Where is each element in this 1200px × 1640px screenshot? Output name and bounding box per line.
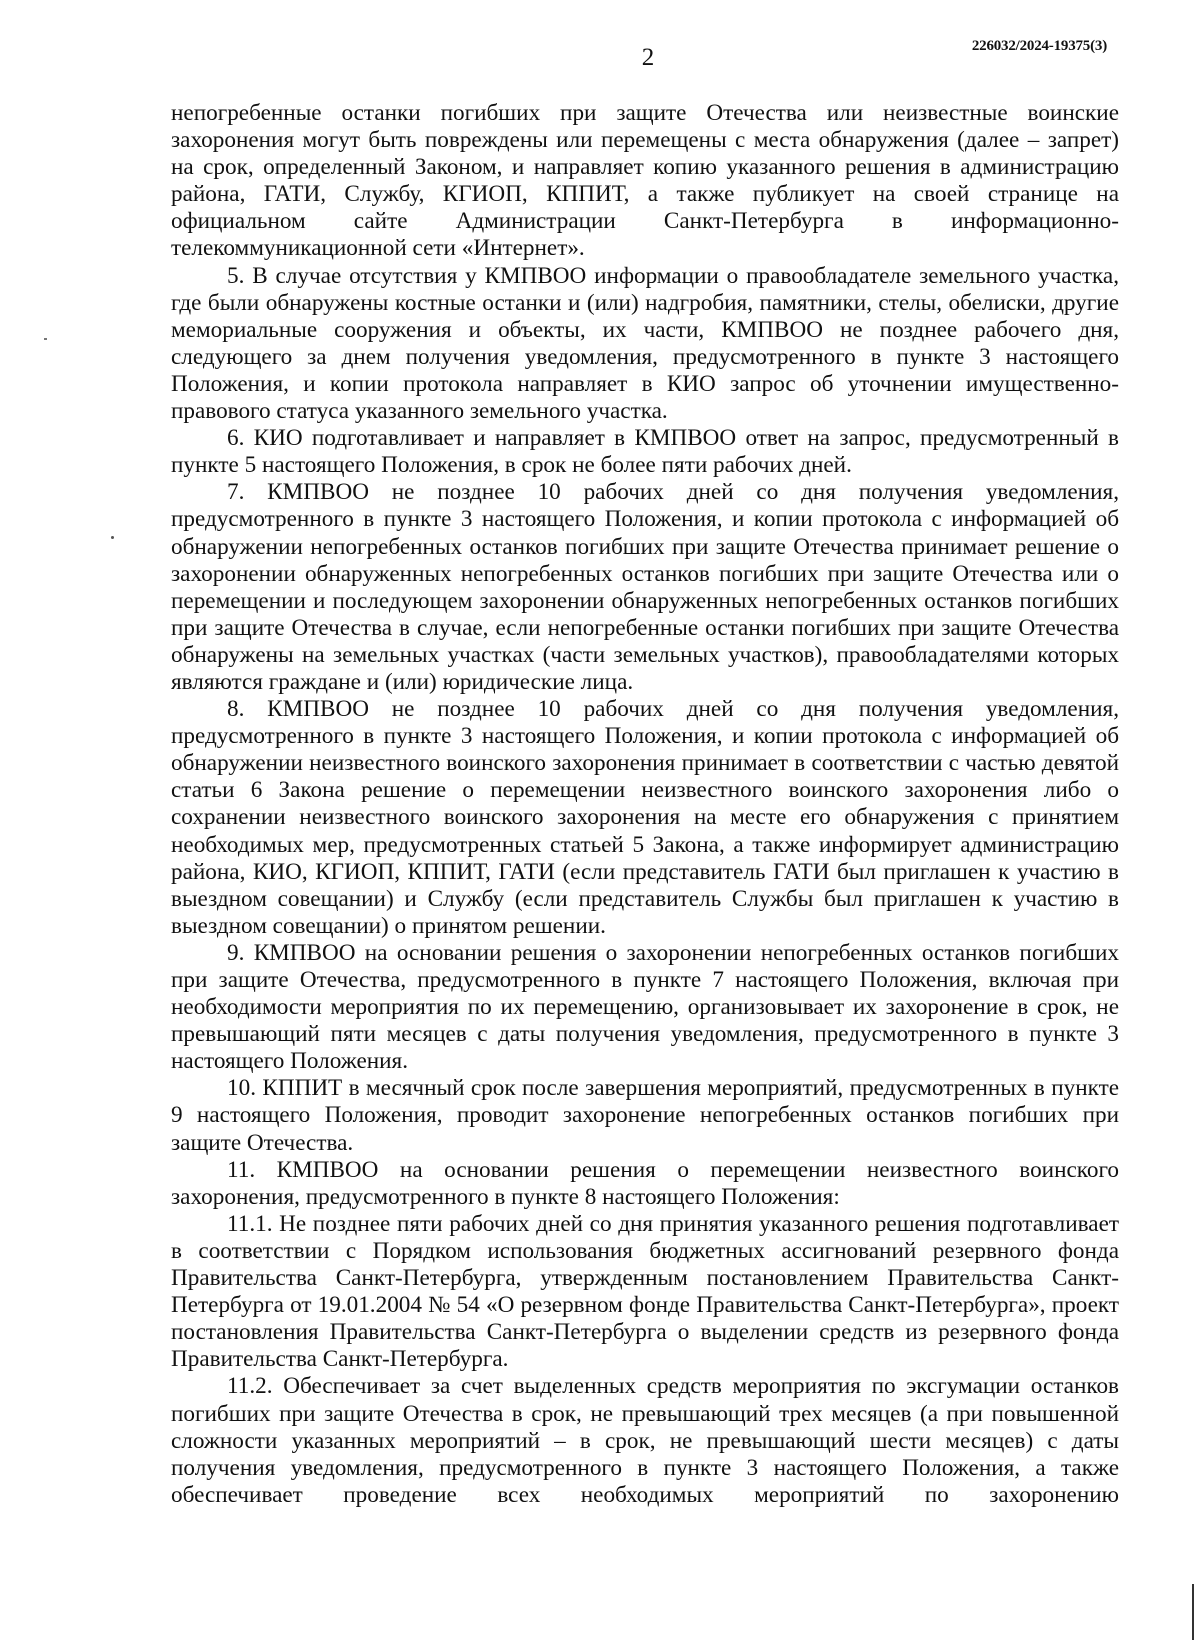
paragraph-10: 10. КППИТ в месячный срок после завершения мероприятий, предусмотренных в пункте 9 настоящего Положения, проводит захоронение непогребенных останков погибших при защите Отечества.	[171, 1075, 1119, 1156]
paragraph-7: 7. КМПВОО не позднее 10 рабочих дней со дня получения уведомления, предусмотренного в пункте 3 настоящего Положения, и копии протокола с информацией об обнаружении непогребенных останков погибших при защите Отечества принимает решение о захоронении обнаруженных непогребенных останков погибших при защите Отечества или о перемещении и последующем захоронении обнаруженных непогребенных останков погибших при защите Отечества в случае, если непогребенные останки погибших при защите Отечества обнаружены на земельных участках (части земельных участков), правообладателями которых являются граждане и (или) юридические лица.	[171, 479, 1119, 695]
scan-edge-line	[1192, 1584, 1194, 1640]
paragraph-6: 6. КИО подготавливает и направляет в КМПВОО ответ на запрос, предусмотренный в пункте 5 настоящего Положения, в срок не более пяти рабочих дней.	[171, 425, 1119, 479]
document-body	[171, 100, 1119, 1509]
paragraph-continuation: непогребенные останки погибших при защите Отечества или неизвестные воинские захоронения могут быть повреждены или перемещены с места обнаружения (далее – запрет) на срок, определенный Законом, и направляет копию указанного решения в администрацию района, ГАТИ, Службу, КГИОП, КППИТ, а также публикует на своей странице на официальном сайте Администрации Санкт-Петербурга в информационно-телекоммуникационной сети «Интернет».	[171, 100, 1119, 262]
paragraph-11-2: 11.2. Обеспечивает за счет выделенных средств мероприятия по эксгумации останков погибших при защите Отечества в срок, не превышающий трех месяцев (а при повышенной сложности указанных мероприятий – в срок, не превышающий шести месяцев) с даты получения уведомления, предусмотренного в пункте 3 настоящего Положения, а также обеспечивает проведение всех необходимых мероприятий по захоронению	[171, 1373, 1119, 1508]
page-number: 2	[641, 44, 655, 71]
scan-artifact-dot	[111, 536, 114, 539]
paragraph-8: 8. КМПВОО не позднее 10 рабочих дней со дня получения уведомления, предусмотренного в пункте 3 настоящего Положения, и копии протокола с информацией об обнаружении неизвестного воинского захоронения принимает в соответствии с частью девятой статьи 6 Закона решение о перемещении неизвестного воинского захоронения либо о сохранении неизвестного воинского захоронения на месте его обнаружения с принятием необходимых мер, предусмотренных статьей 5 Закона, а также информирует администрацию района, КИО, КГИОП, КППИТ, ГАТИ (если представитель ГАТИ был приглашен к участию в выездном совещании) и Службу (если представитель Службы был приглашен к участию в выездном совещании) о принятом решении.	[171, 696, 1119, 939]
paragraph-5: 5. В случае отсутствия у КМПВОО информации о правообладателе земельного участка, где были обнаружены костные останки и (или) надгробия, памятники, стелы, обелиски, другие мемориальные сооружения и объекты, их части, КМПВОО не позднее рабочего дня, следующего за днем получения уведомления, предусмотренного в пункте 3 настоящего Положения, и копии протокола направляет в КИО запрос об уточнении имущественно-правового статуса указанного земельного участка.	[171, 262, 1119, 425]
paragraph-9: 9. КМПВОО на основании решения о захоронении непогребенных останков погибших при защите Отечества, предусмотренного в пункте 7 настоящего Положения, включая при необходимости мероприятия по их перемещению, организовывает их захоронение в срок, не превышающий пяти месяцев с даты получения уведомления, предусмотренного в пункте 3 настоящего Положения.	[171, 939, 1119, 1075]
scan-artifact-mark	[44, 338, 47, 340]
document-registration-number: 226032/2024-19375(3)	[971, 38, 1107, 54]
paragraph-11: 11. КМПВОО на основании решения о перемещении неизвестного воинского захоронения, предусмотренного в пункте 8 настоящего Положения:	[171, 1156, 1119, 1210]
paragraph-11-1: 11.1. Не позднее пяти рабочих дней со дня принятия указанного решения подготавливает в соответствии с Порядком использования бюджетных ассигнований резервного фонда Правительства Санкт-Петербурга, утвержденным постановлением Правительства Санкт-Петербурга от 19.01.2004 № 54 «О резервном фонде Правительства Санкт-Петербурга», проект постановления Правительства Санкт-Петербурга о выделении средств из резервного фонда Правительства Санкт-Петербурга.	[171, 1210, 1119, 1373]
